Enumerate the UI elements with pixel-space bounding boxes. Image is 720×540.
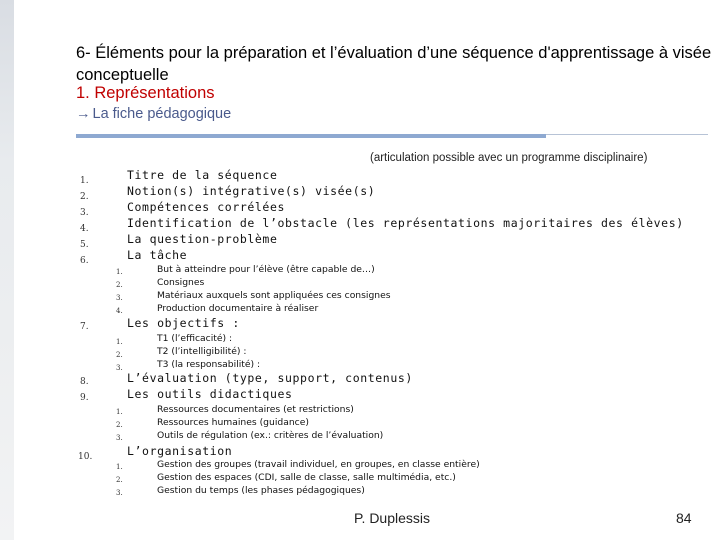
sub-item-number: 2. [116, 281, 123, 289]
sub-list-item: Matériaux auxquels sont appliquées ces consignes [157, 290, 391, 301]
sub-item-number: 3. [116, 294, 123, 302]
item-number: 9. [80, 393, 89, 403]
left-decorative-bar [0, 0, 14, 540]
sub-item-number: 1. [116, 463, 123, 471]
sub-item-number: 2. [116, 351, 123, 359]
section-label: La fiche pédagogique [92, 106, 232, 122]
sub-list-item: Outils de régulation (ex.: critères de l’évaluation) [157, 430, 384, 441]
sub-list-item: T1 (l’efficacité) : [157, 333, 233, 344]
item-number: 5. [80, 240, 89, 250]
item-number: 6. [80, 256, 89, 266]
sub-list-item: Gestion du temps (les phases pédagogiques) [157, 485, 365, 496]
sub-item-number: 3. [116, 364, 123, 372]
sub-item-number: 3. [116, 434, 123, 442]
list-item: L’organisation [127, 444, 233, 458]
item-number: 7. [80, 322, 89, 332]
item-number: 2. [80, 192, 89, 202]
section-heading [76, 106, 231, 122]
sub-item-number: 4. [116, 307, 123, 315]
separator-line [546, 134, 708, 135]
sub-item-number: 1. [116, 408, 123, 416]
list-item: Compétences corrélées [127, 200, 285, 214]
sub-list-item: Consignes [157, 277, 205, 288]
sub-list-item: Gestion des espaces (CDI, salle de classe, salle multimédia, etc.) [157, 472, 456, 483]
list-item: Identification de l’obstacle (les représentations majoritaires des élèves) [127, 216, 684, 230]
sub-item-number: 1. [116, 268, 123, 276]
sub-list-item: Ressources documentaires (et restrictions) [157, 404, 354, 415]
list-item: Notion(s) intégrative(s) visée(s) [127, 184, 376, 198]
sub-list-item: T3 (la responsabilité) : [157, 359, 261, 370]
list-item: La question-problème [127, 232, 278, 246]
item-number: 3. [80, 208, 89, 218]
sub-item-number: 2. [116, 476, 123, 484]
sub-list-item: But à atteindre pour l’élève (être capable de…) [157, 264, 375, 275]
item-number: 8. [80, 377, 89, 387]
list-item: Titre de la séquence [127, 168, 278, 182]
item-number: 1. [80, 176, 89, 186]
list-item: L’évaluation (type, support, contenus) [127, 371, 413, 385]
page-number: 84 [676, 510, 692, 526]
sub-list-item: Ressources humaines (guidance) [157, 417, 309, 428]
list-item: Les objectifs : [127, 316, 240, 330]
sub-item-number: 3. [116, 489, 123, 497]
item-number: 4. [80, 224, 89, 234]
sub-list-item: T2 (l’intelligibilité) : [157, 346, 247, 357]
list-item: La tâche [127, 248, 188, 262]
sub-item-number: 1. [116, 338, 123, 346]
list-item: Les outils didactiques [127, 387, 293, 401]
slide-subtitle: 1. Représentations [76, 84, 215, 102]
sub-item-number: 2. [116, 421, 123, 429]
note-text: (articulation possible avec un programme disciplinaire) [370, 152, 648, 164]
separator-bar [76, 134, 546, 138]
arrow-right-icon: → [76, 106, 91, 122]
footer-author: P. Duplessis [354, 510, 431, 526]
sub-list-item: Gestion des groupes (travail individuel, en groupes, en classe entière) [157, 459, 480, 470]
sub-list-item: Production documentaire à réaliser [157, 303, 319, 314]
item-number: 10. [78, 452, 93, 462]
slide-title: 6- Éléments pour la préparation et l’évaluation d’une séquence d'apprentissage à visée conceptuelle [76, 44, 712, 84]
